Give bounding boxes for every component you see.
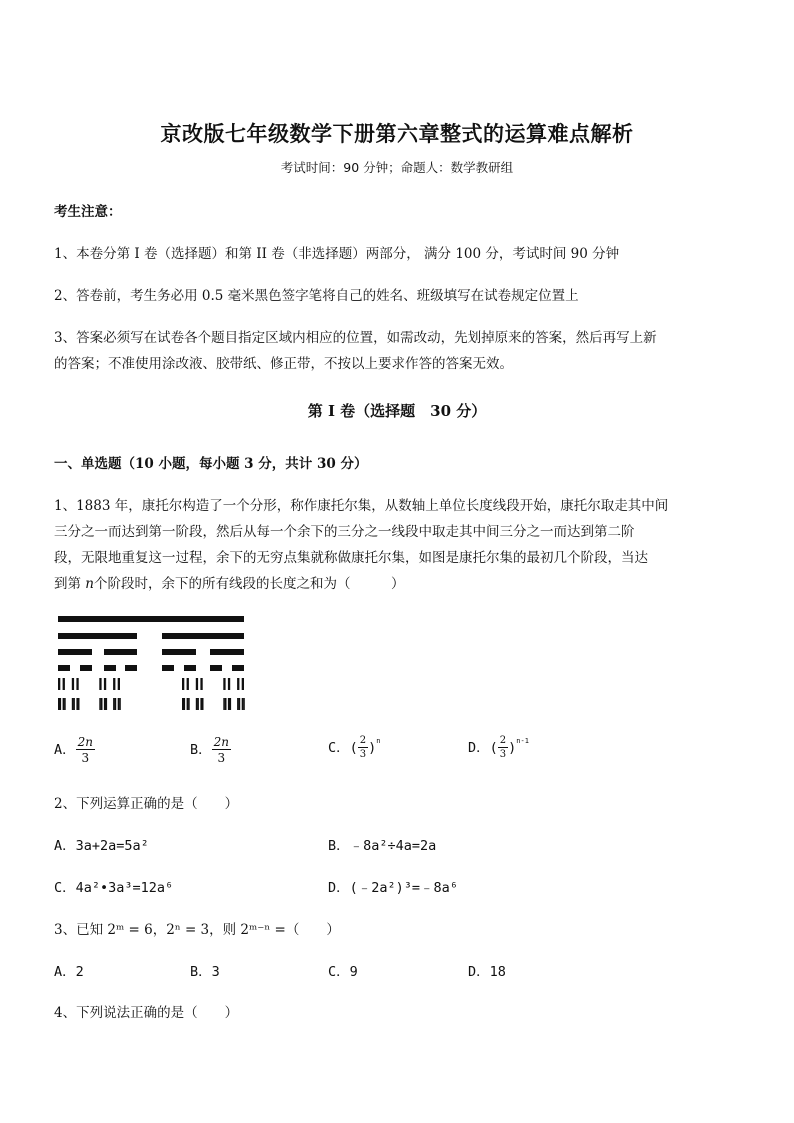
q1-stem-line: 三分之一而达到第一阶段，然后从每一个余下的三分之一线段中取走其中间三分之一而达到第二阶 — [54, 524, 635, 540]
q1-stem-prefix: 到第 — [54, 576, 86, 592]
cantor-segment — [113, 678, 115, 690]
section-title: 第 I 卷（选择题 30 分） — [307, 402, 487, 420]
q2-option-c: C．4a²•3a³=12a⁶ — [54, 880, 174, 896]
cantor-segment — [104, 678, 106, 690]
cantor-segment — [63, 678, 65, 690]
cantor-segment — [200, 678, 202, 690]
cantor-segment — [58, 698, 60, 710]
cantor-segment — [202, 698, 204, 710]
cantor-stage-2 — [58, 649, 244, 655]
notice-heading: 考生注意： — [54, 204, 122, 220]
cantor-segment — [106, 698, 108, 710]
cantor-segment — [113, 698, 115, 710]
q3-option-c: C．9 — [328, 964, 358, 980]
cantor-segment — [182, 678, 184, 690]
notice-item: 的答案；不准使用涂改液、胶带纸、修正带，不按以上要求作答的答案无效。 — [54, 356, 513, 372]
q1-stem-line: 1、1883 年，康托尔构造了一个分形，称作康托尔集，从数轴上单位长度线段开始，康托尔取走其中间 — [54, 498, 669, 514]
cantor-segment — [72, 698, 74, 710]
cantor-segment — [200, 698, 202, 710]
notice-item: 1、本卷分第 I 卷（选择题）和第 II 卷（非选择题）两部分， 满分 100 分，考试时间 90 分钟 — [54, 246, 620, 262]
cantor-segment — [187, 698, 189, 710]
cantor-segment — [196, 698, 198, 710]
cantor-segment — [58, 678, 60, 690]
cantor-segment — [228, 678, 230, 690]
cantor-segment — [115, 698, 117, 710]
exam-info: 考试时间：90 分钟；命题人：数学教研组 — [280, 160, 514, 175]
cantor-segment — [63, 698, 65, 710]
q1-stem-line: 段，无限地重复这一过程，余下的无穷点集就称做康托尔集，如图是康托尔集的最初几个阶段，当达 — [54, 550, 648, 566]
notice-item: 3、答案必须写在试卷各个题目指定区域内相应的位置，如需改动，先划掉原来的答案，然后再写上新 — [54, 330, 657, 346]
cantor-segment — [78, 698, 80, 710]
cantor-segment — [101, 698, 103, 710]
notice-item: 2、答卷前，考生务必用 0.5 毫米黑色签字笔将自己的姓名、班级填写在试卷规定位置上 — [54, 288, 579, 304]
q1-stem-line — [54, 572, 405, 592]
cantor-segment — [230, 698, 232, 710]
cantor-segment — [104, 698, 106, 710]
cantor-segment — [197, 698, 199, 710]
cantor-segment — [237, 698, 239, 710]
cantor-stage-0 — [58, 616, 244, 622]
cantor-segment — [119, 698, 121, 710]
q2-option-a: A．3a+2a=5a² — [54, 838, 149, 854]
cantor-segment — [76, 678, 78, 690]
q2-option-d: D．(﹣2a²)³=﹣8a⁶ — [328, 880, 458, 896]
q3-option-a: A．2 — [54, 964, 84, 980]
cantor-segment — [99, 698, 101, 710]
q3-option-d: D．18 — [468, 964, 506, 980]
cantor-segment — [187, 678, 189, 690]
q1-variable: n — [85, 576, 94, 592]
cantor-stage-1 — [58, 633, 244, 639]
q1-option-a: A． $\frac{2n}{3}$ — [54, 735, 94, 765]
cantor-segment — [60, 698, 62, 710]
q1-option-c: C．( $\frac{2}{3}$ )$^n$ — [328, 735, 381, 760]
cantor-segment — [99, 678, 101, 690]
part-heading: 一、单选题（10 小题，每小题 3 分，共计 30 分） — [54, 456, 368, 472]
q1-stem-suffix: 个阶段时，余下的所有线段的长度之和为（ ） — [94, 576, 405, 592]
cantor-set-figure — [58, 612, 248, 710]
cantor-segment — [64, 698, 66, 710]
q1-option-d: D．( $\frac{2}{3}$ )$^{n-1}$ — [468, 735, 529, 760]
cantor-segment — [223, 698, 225, 710]
cantor-stage-5 — [58, 698, 245, 710]
cantor-segment — [242, 698, 244, 710]
page-title: 京改版七年级数学下册第六章整式的运算难点解析 — [160, 121, 634, 146]
cantor-segment — [196, 678, 198, 690]
cantor-stage-3 — [58, 665, 244, 671]
cantor-segment — [243, 698, 245, 710]
q2-stem: 2、下列运算正确的是（ ） — [54, 796, 239, 812]
q2-option-b: B．﹣8a²÷4a=2a — [328, 838, 437, 854]
cantor-segment — [118, 698, 120, 710]
q1-option-b: B． $\frac{2n}{3}$ — [190, 735, 230, 765]
cantor-segment — [188, 698, 190, 710]
cantor-segment — [73, 698, 75, 710]
cantor-segment — [242, 678, 244, 690]
cantor-segment — [184, 698, 186, 710]
cantor-segment — [182, 698, 184, 710]
cantor-segment — [223, 678, 225, 690]
cantor-segment — [118, 678, 120, 690]
q4-stem: 4、下列说法正确的是（ ） — [54, 1005, 239, 1021]
cantor-segment — [228, 698, 230, 710]
cantor-segment — [225, 698, 227, 710]
cantor-segment — [76, 698, 78, 710]
cantor-segment — [72, 678, 74, 690]
q3-stem: 3、已知 2ᵐ = 6，2ⁿ = 3，则 2ᵐ⁻ⁿ =（ ） — [54, 922, 340, 938]
q3-option-b: B．3 — [190, 964, 220, 980]
cantor-segment — [237, 678, 239, 690]
cantor-segment — [239, 698, 241, 710]
cantor-stage-4 — [58, 678, 244, 690]
